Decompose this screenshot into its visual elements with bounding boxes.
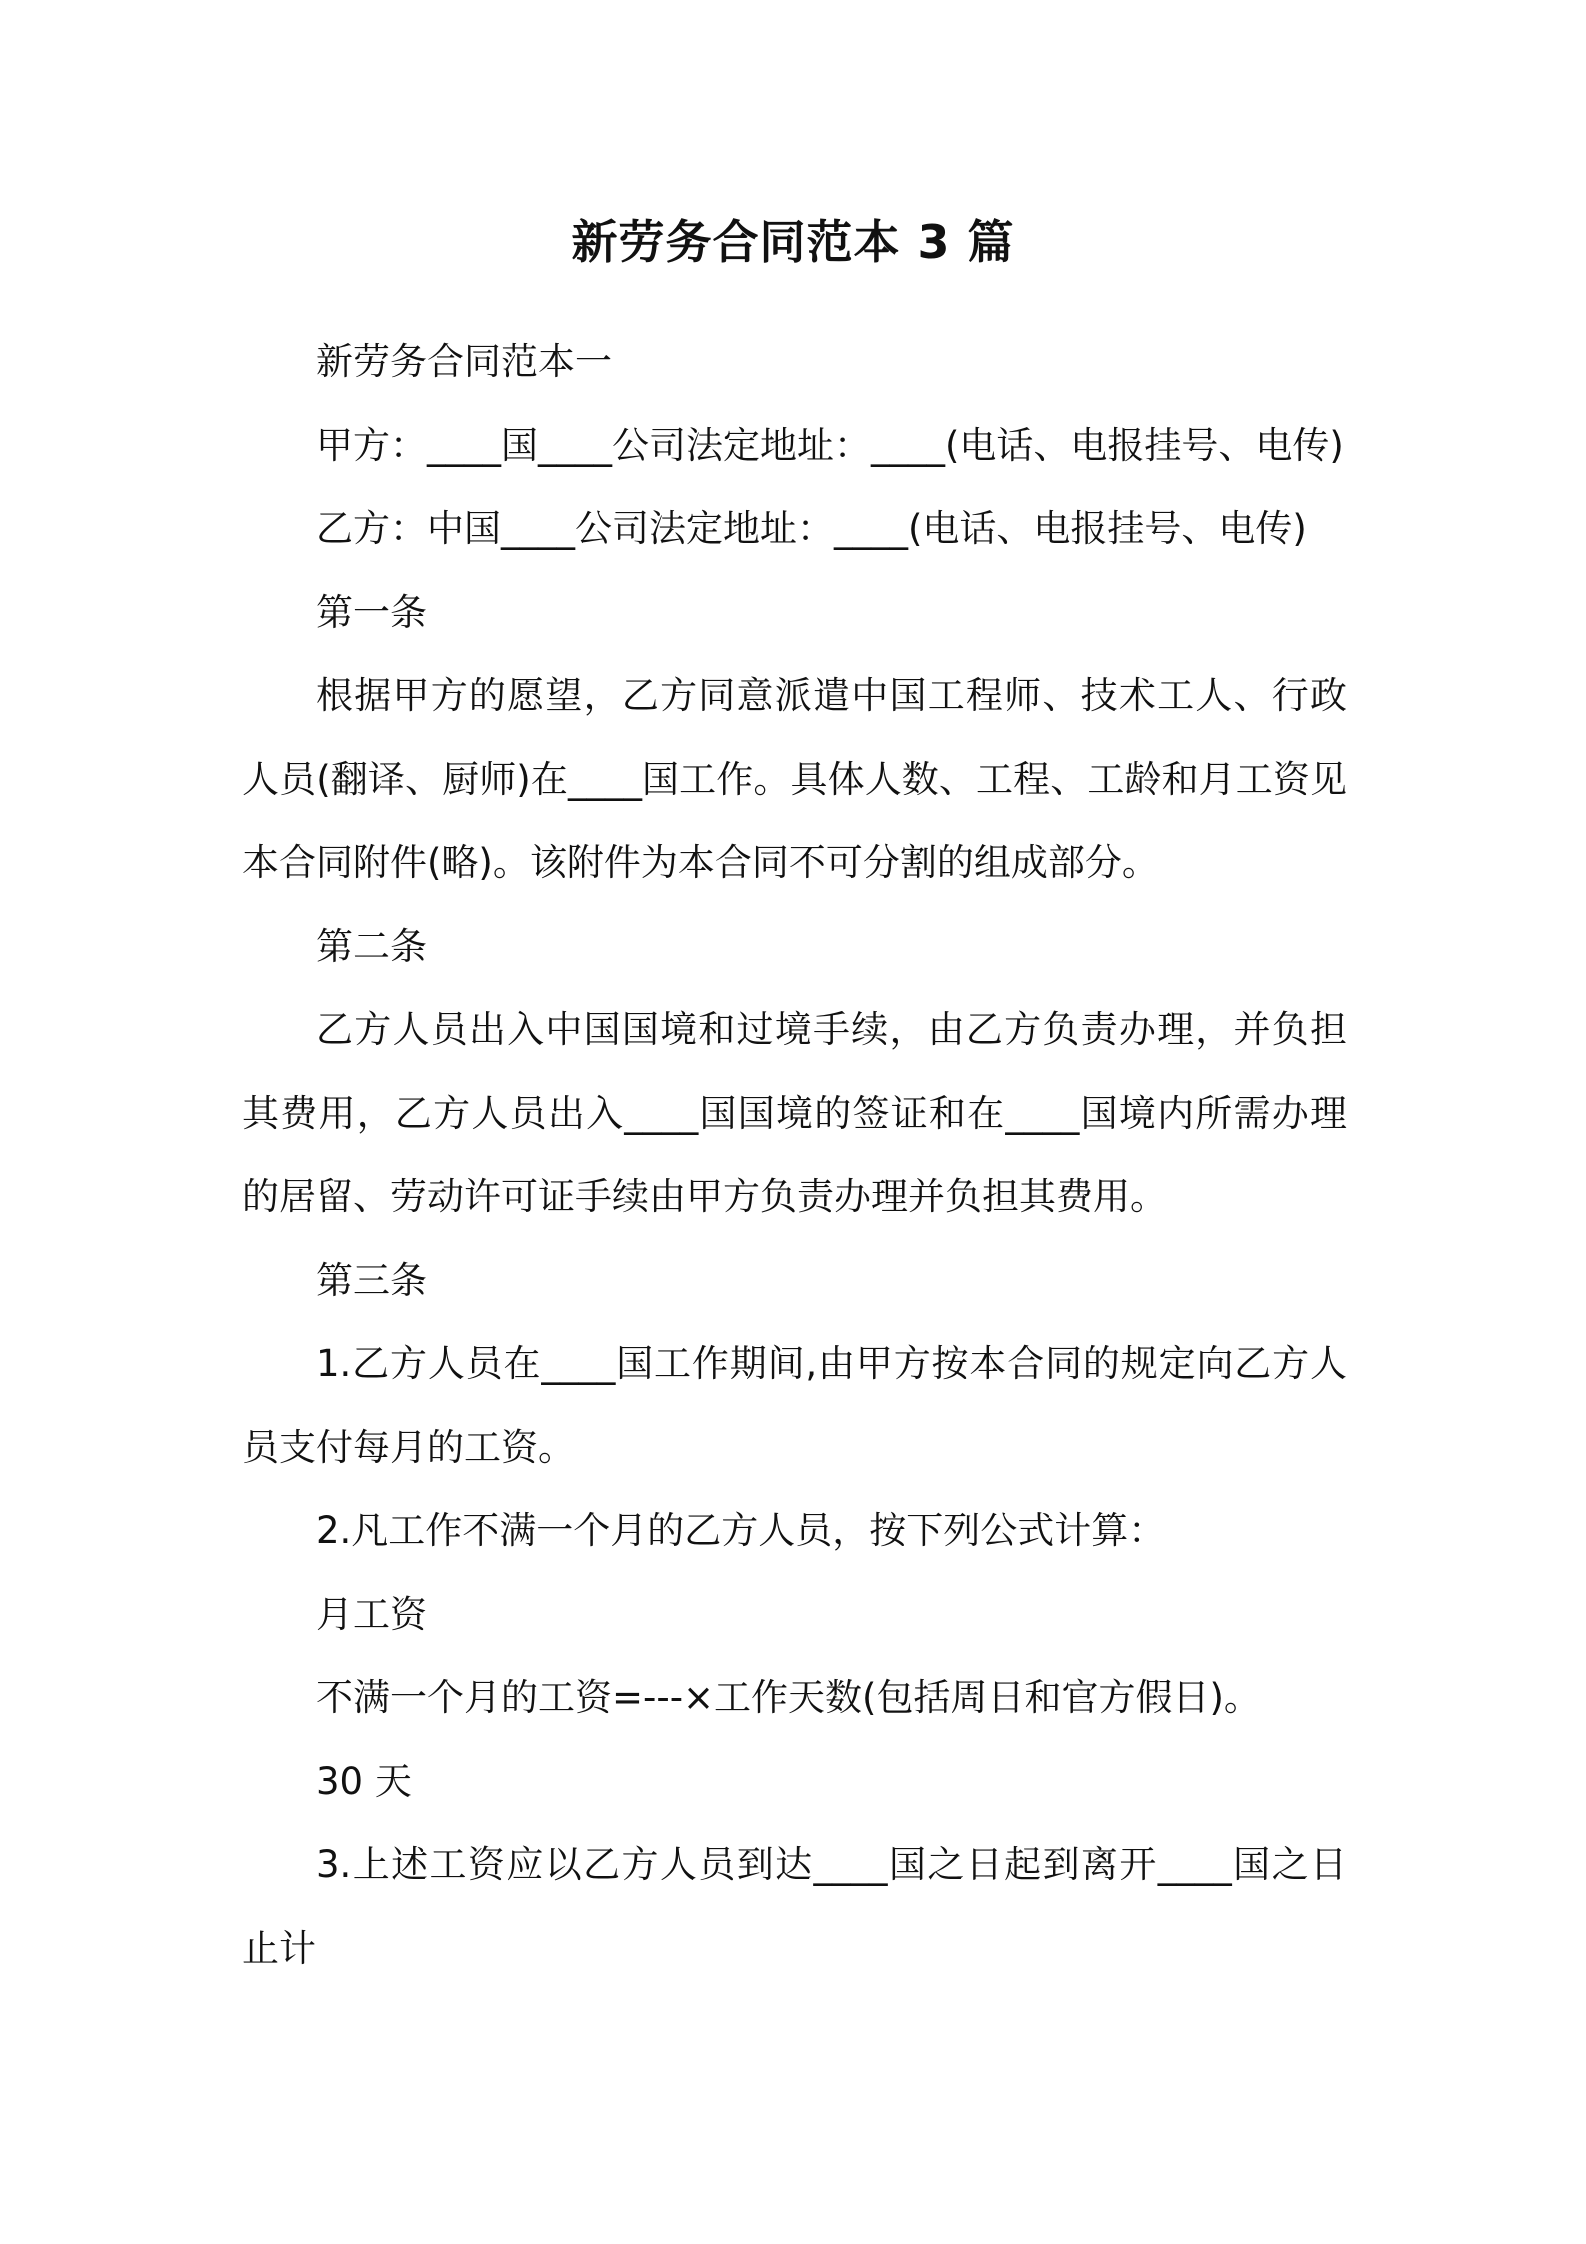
article-1-heading: 第一条 bbox=[316, 590, 427, 634]
article-2-heading: 第二条 bbox=[316, 924, 427, 968]
article-2-text: 乙方人员出入中国国境和过境手续，由乙方负责办理，并负担其费用，乙方人员出入____国国境的签证和在____国境内所需办理的居留、劳动许可证手续由甲方负责办理并负担其费用。 bbox=[242, 1008, 1347, 1218]
section-heading: 新劳务合同范本一 bbox=[316, 340, 612, 383]
formula-denominator: 30 天 bbox=[316, 1759, 412, 1803]
article-3-clause-1: 1.乙方人员在____国工作期间,由甲方按本合同的规定向乙方人员支付每月的工资。 bbox=[242, 1342, 1347, 1469]
article-3-clause-3: 3.上述工资应以乙方人员到达____国之日起到离开____国之日止计 bbox=[242, 1843, 1347, 1970]
article-1-text: 根据甲方的愿望，乙方同意派遣中国工程师、技术工人、行政人员(翻译、厨师)在____国工作。具体人数、工程、工龄和月工资见本合同附件(略)。该附件为本合同不可分割的组成部分。 bbox=[242, 674, 1347, 884]
article-3-clause-2: 2.凡工作不满一个月的乙方人员，按下列公式计算： bbox=[316, 1509, 1166, 1552]
formula-line: 不满一个月的工资=---×工作天数(包括周日和官方假日)。 bbox=[316, 1676, 1261, 1719]
party-a-line: 甲方：____国____公司法定地址：____(电话、电报挂号、电传) bbox=[316, 423, 1344, 467]
document-body bbox=[242, 320, 1347, 1990]
formula-numerator: 月工资 bbox=[316, 1592, 427, 1636]
article-3-heading: 第三条 bbox=[316, 1258, 427, 1302]
party-b-line: 乙方：中国____公司法定地址：____(电话、电报挂号、电传) bbox=[316, 507, 1307, 550]
document-title: 新劳务合同范本 3 篇 bbox=[571, 215, 1015, 269]
